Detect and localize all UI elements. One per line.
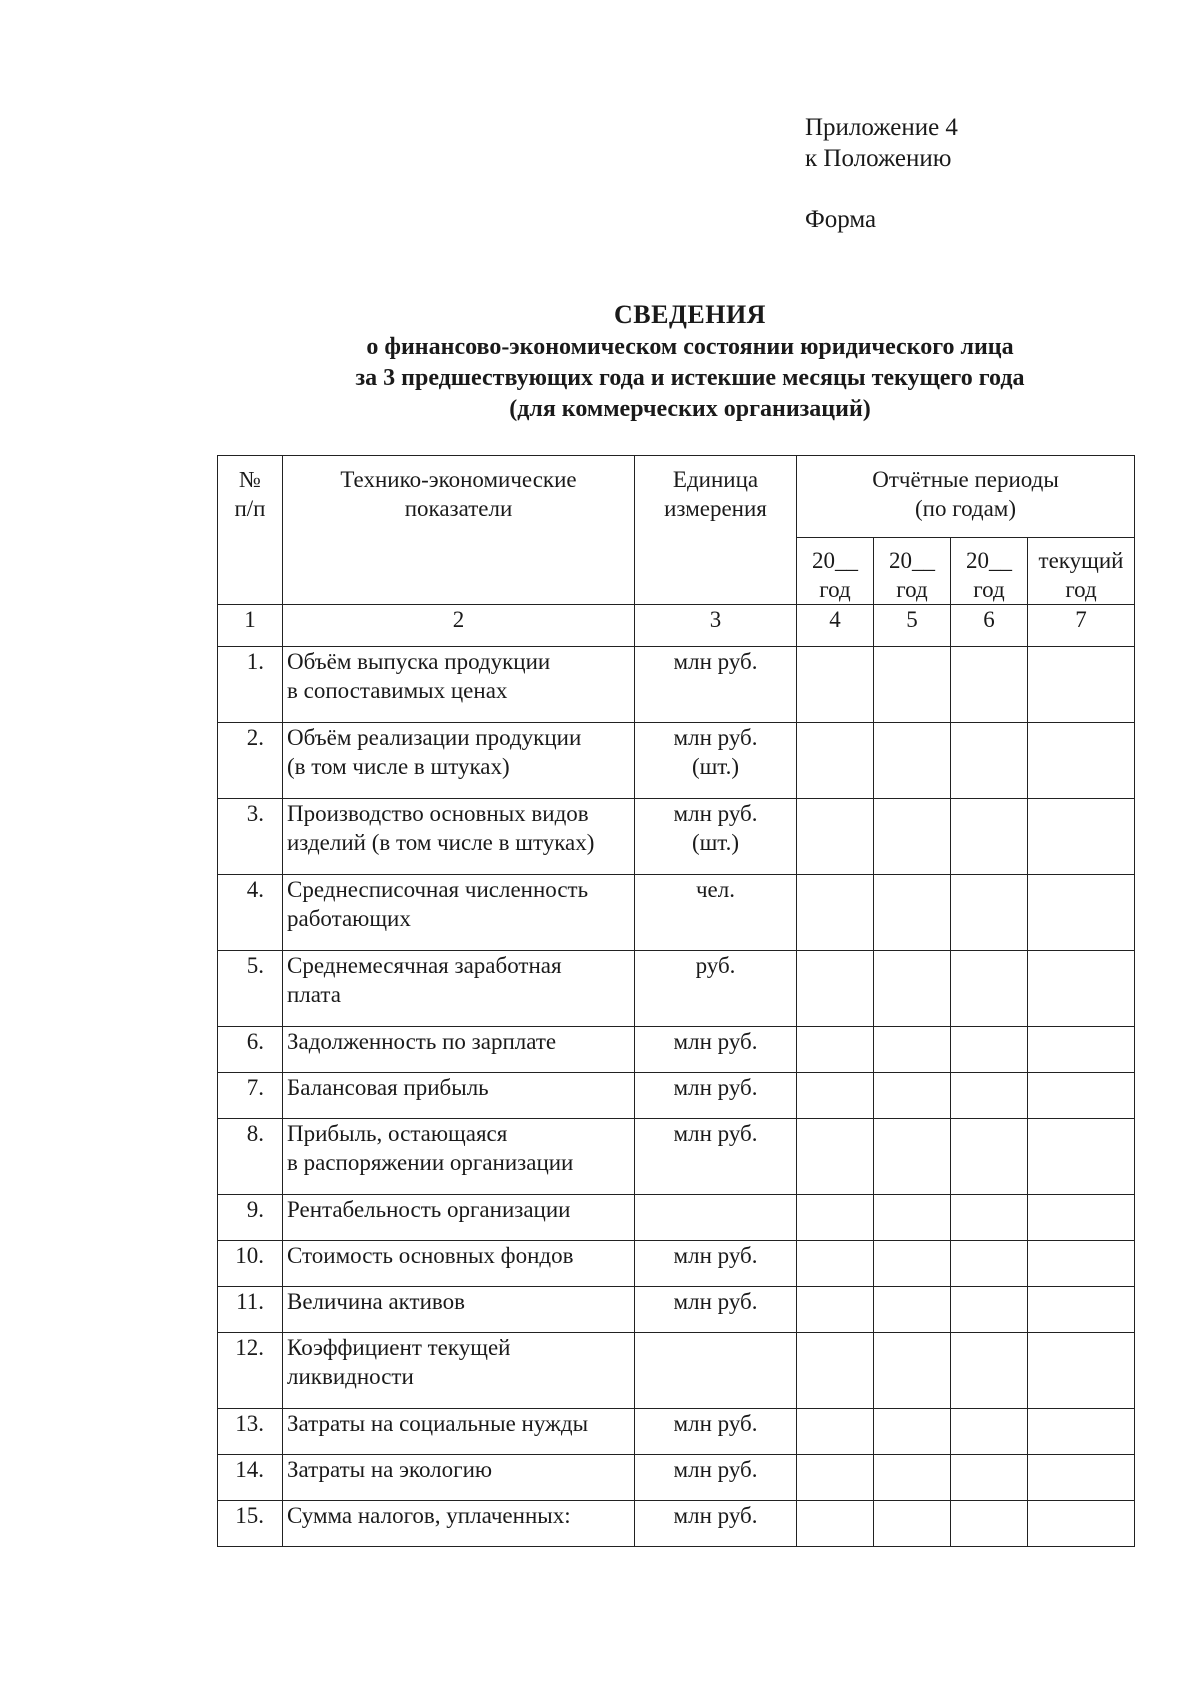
row-number: 4. <box>218 875 283 951</box>
value-cell[interactable] <box>1028 1333 1135 1409</box>
value-cell[interactable] <box>951 1241 1028 1287</box>
row-indicator: Задолженность по зарплате <box>283 1027 635 1073</box>
row-number: 10. <box>218 1241 283 1287</box>
value-cell[interactable] <box>951 875 1028 951</box>
row-number: 9. <box>218 1195 283 1241</box>
row-indicator: Среднесписочная численность работающих <box>283 875 635 951</box>
value-cell[interactable] <box>874 875 951 951</box>
row-number: 12. <box>218 1333 283 1409</box>
value-cell[interactable] <box>797 1073 874 1119</box>
row-number: 14. <box>218 1455 283 1501</box>
table-row <box>218 723 1135 799</box>
value-cell[interactable] <box>797 1027 874 1073</box>
table-row <box>218 1455 1135 1501</box>
table-row <box>218 1501 1135 1547</box>
value-cell[interactable] <box>1028 951 1135 1027</box>
row-number: 8. <box>218 1119 283 1195</box>
value-cell[interactable] <box>1028 1501 1135 1547</box>
column-number: 3 <box>635 605 797 647</box>
table-row <box>218 799 1135 875</box>
value-cell[interactable] <box>797 1333 874 1409</box>
value-cell[interactable] <box>797 799 874 875</box>
value-cell[interactable] <box>951 799 1028 875</box>
value-cell[interactable] <box>874 723 951 799</box>
header-num: № п/п <box>218 456 283 605</box>
value-cell[interactable] <box>797 1287 874 1333</box>
column-numbers-row <box>218 605 1135 647</box>
value-cell[interactable] <box>874 1241 951 1287</box>
title-main: СВЕДЕНИЯ <box>614 300 766 329</box>
row-number: 6. <box>218 1027 283 1073</box>
value-cell[interactable] <box>951 1501 1028 1547</box>
value-cell[interactable] <box>797 1409 874 1455</box>
value-cell[interactable] <box>1028 1195 1135 1241</box>
value-cell[interactable] <box>1028 1241 1135 1287</box>
row-unit: млн руб. <box>635 1241 797 1287</box>
row-number: 15. <box>218 1501 283 1547</box>
row-indicator: Объём реализации продукции (в том числе в штуках) <box>283 723 635 799</box>
column-number: 5 <box>874 605 951 647</box>
value-cell[interactable] <box>1028 1119 1135 1195</box>
column-number: 2 <box>283 605 635 647</box>
value-cell[interactable] <box>797 723 874 799</box>
value-cell[interactable] <box>1028 647 1135 723</box>
value-cell[interactable] <box>874 1195 951 1241</box>
row-unit: млн руб. <box>635 1455 797 1501</box>
column-number: 7 <box>1028 605 1135 647</box>
table-row <box>218 1409 1135 1455</box>
table-row <box>218 1195 1135 1241</box>
table-row <box>218 647 1135 723</box>
row-unit: млн руб. <box>635 1287 797 1333</box>
row-number: 2. <box>218 723 283 799</box>
row-number: 5. <box>218 951 283 1027</box>
appendix-number: Приложение 4 <box>805 114 958 141</box>
row-number: 13. <box>218 1409 283 1455</box>
value-cell[interactable] <box>874 1119 951 1195</box>
row-number: 11. <box>218 1287 283 1333</box>
column-number: 6 <box>951 605 1028 647</box>
value-cell[interactable] <box>1028 1287 1135 1333</box>
value-cell[interactable] <box>874 1027 951 1073</box>
header-year-3: 20__ год <box>951 538 1028 605</box>
table-row <box>218 1073 1135 1119</box>
row-unit: млн руб. <box>635 647 797 723</box>
value-cell[interactable] <box>874 1287 951 1333</box>
value-cell[interactable] <box>1028 1073 1135 1119</box>
value-cell[interactable] <box>1028 723 1135 799</box>
row-unit: млн руб. (шт.) <box>635 723 797 799</box>
row-indicator: Балансовая прибыль <box>283 1073 635 1119</box>
row-indicator: Величина активов <box>283 1287 635 1333</box>
table-row <box>218 1027 1135 1073</box>
row-unit: млн руб. <box>635 1501 797 1547</box>
value-cell[interactable] <box>874 1073 951 1119</box>
value-cell[interactable] <box>874 1409 951 1455</box>
appendix-reference: к Положению <box>805 145 952 172</box>
row-indicator: Стоимость основных фондов <box>283 1241 635 1287</box>
row-unit: млн руб. (шт.) <box>635 799 797 875</box>
value-cell[interactable] <box>951 1073 1028 1119</box>
row-indicator: Затраты на экологию <box>283 1455 635 1501</box>
table-row <box>218 951 1135 1027</box>
row-number: 7. <box>218 1073 283 1119</box>
row-number: 1. <box>218 647 283 723</box>
value-cell[interactable] <box>1028 1409 1135 1455</box>
header-indicator: Технико-экономические показатели <box>283 456 635 605</box>
row-indicator: Рентабельность организации <box>283 1195 635 1241</box>
value-cell[interactable] <box>951 723 1028 799</box>
value-cell[interactable] <box>951 1195 1028 1241</box>
value-cell[interactable] <box>874 951 951 1027</box>
title-line-3: (для коммерческих организаций) <box>509 396 871 422</box>
value-cell[interactable] <box>874 1455 951 1501</box>
value-cell[interactable] <box>1028 1027 1135 1073</box>
value-cell[interactable] <box>874 1333 951 1409</box>
value-cell[interactable] <box>951 951 1028 1027</box>
value-cell[interactable] <box>1028 875 1135 951</box>
row-indicator: Прибыль, остающаяся в распоряжении организации <box>283 1119 635 1195</box>
header-periods: Отчётные периоды (по годам) <box>797 456 1135 538</box>
value-cell[interactable] <box>874 799 951 875</box>
row-indicator: Объём выпуска продукции в сопоставимых ценах <box>283 647 635 723</box>
row-unit: млн руб. <box>635 1027 797 1073</box>
row-unit <box>635 1333 797 1409</box>
appendix-header <box>805 112 958 235</box>
value-cell[interactable] <box>1028 799 1135 875</box>
value-cell[interactable] <box>797 875 874 951</box>
indicators-table <box>217 455 1135 1547</box>
header-row-1 <box>218 456 1135 538</box>
value-cell[interactable] <box>797 951 874 1027</box>
value-cell[interactable] <box>951 1027 1028 1073</box>
row-indicator: Производство основных видов изделий (в том числе в штуках) <box>283 799 635 875</box>
row-unit: млн руб. <box>635 1409 797 1455</box>
header-year-1: 20__ год <box>797 538 874 605</box>
value-cell[interactable] <box>797 647 874 723</box>
column-number: 4 <box>797 605 874 647</box>
row-unit: руб. <box>635 951 797 1027</box>
row-unit: млн руб. <box>635 1073 797 1119</box>
title-line-2: за 3 предшествующих года и истекшие месяцы текущего года <box>355 365 1025 391</box>
value-cell[interactable] <box>797 1455 874 1501</box>
value-cell[interactable] <box>797 1501 874 1547</box>
value-cell[interactable] <box>1028 1455 1135 1501</box>
value-cell[interactable] <box>797 1119 874 1195</box>
value-cell[interactable] <box>951 1455 1028 1501</box>
value-cell[interactable] <box>951 1409 1028 1455</box>
value-cell[interactable] <box>951 647 1028 723</box>
table-row <box>218 1287 1135 1333</box>
table-row <box>218 875 1135 951</box>
value-cell[interactable] <box>874 1501 951 1547</box>
row-indicator: Затраты на социальные нужды <box>283 1409 635 1455</box>
header-year-current: текущий год <box>1028 538 1135 605</box>
row-number: 3. <box>218 799 283 875</box>
value-cell[interactable] <box>951 1119 1028 1195</box>
row-unit: чел. <box>635 875 797 951</box>
value-cell[interactable] <box>951 1287 1028 1333</box>
value-cell[interactable] <box>874 647 951 723</box>
value-cell[interactable] <box>797 1241 874 1287</box>
header-year-2: 20__ год <box>874 538 951 605</box>
column-number: 1 <box>218 605 283 647</box>
table-body <box>218 647 1135 1547</box>
table-row <box>218 1333 1135 1409</box>
row-indicator: Коэффициент текущей ликвидности <box>283 1333 635 1409</box>
row-indicator: Сумма налогов, уплаченных: <box>283 1501 635 1547</box>
form-label: Форма <box>805 206 877 233</box>
row-indicator: Среднемесячная заработная плата <box>283 951 635 1027</box>
table-row <box>218 1119 1135 1195</box>
value-cell[interactable] <box>951 1333 1028 1409</box>
value-cell[interactable] <box>797 1195 874 1241</box>
header-unit: Единица измерения <box>635 456 797 605</box>
table-row <box>218 1241 1135 1287</box>
row-unit: млн руб. <box>635 1119 797 1195</box>
document-title <box>220 298 1160 425</box>
row-unit <box>635 1195 797 1241</box>
title-line-1: о финансово-экономическом состоянии юридического лица <box>366 334 1014 360</box>
